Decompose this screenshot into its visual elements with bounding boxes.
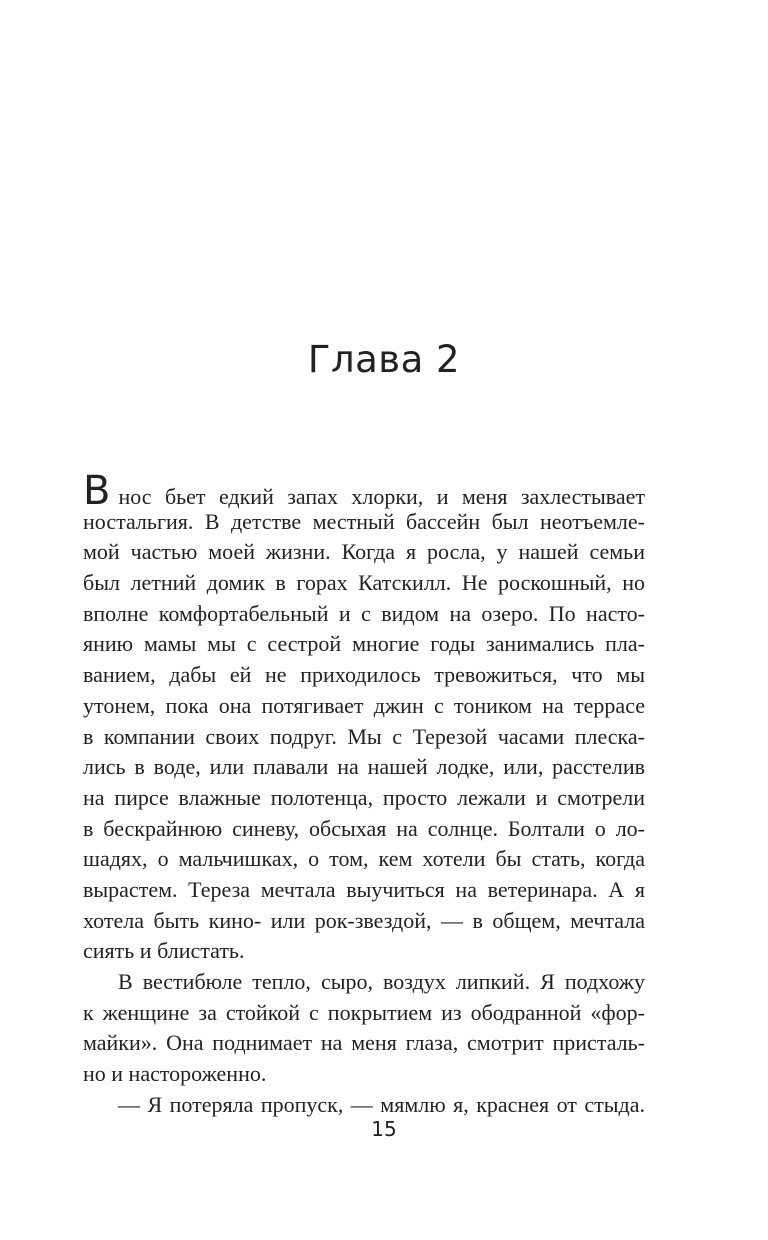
- text-line: янию мамы мы с сестрой многие годы занимались пла-: [83, 631, 645, 657]
- text-line: к женщине за стойкой с покрытием из ободранной «фор-: [83, 999, 645, 1025]
- text-line: в бескрайнюю синеву, обсыхая на солнце. Болтали о ло-: [83, 815, 645, 841]
- text-line-rest: нос бьет едкий запах хлорки, и меня захлестывает: [118, 484, 645, 509]
- text-line: на пирсе влажные полотенца, просто лежали и смотрели: [83, 784, 645, 810]
- drop-cap: В: [83, 468, 111, 514]
- text-line: вполне комфортабельный и с видом на озеро. По насто-: [83, 600, 645, 626]
- text-line: но и настороженно.: [83, 1061, 267, 1087]
- text-line: хотела быть кино- или рок-звездой, — в общем, мечтала: [83, 907, 645, 933]
- text-line: [83, 468, 645, 514]
- text-line: был летний домик в горах Катскилл. Не роскошный, но: [83, 570, 645, 596]
- text-line: ностальгия. В детстве местный бассейн был неотъемле-: [83, 508, 645, 534]
- text-line: ванием, дабы ей не приходилось тревожиться, что мы: [83, 662, 645, 688]
- text-line: майки». Она поднимает на меня глаза, смотрит присталь-: [83, 1030, 645, 1056]
- text-line: утонем, пока она потягивает джин с тоником на террасе: [83, 692, 645, 718]
- text-line: лись в воде, или плавали на нашей лодке, или, расстелив: [83, 754, 645, 780]
- text-line: мой частью моей жизни. Когда я росла, у нашей семьи: [83, 539, 645, 565]
- text-line: в компании своих подруг. Мы с Терезой часами плеска-: [83, 723, 645, 749]
- text-line: вырастем. Тереза мечтала выучиться на ветеринара. А я: [83, 876, 645, 902]
- chapter-title: Глава 2: [307, 338, 461, 381]
- text-line: В вестибюле тепло, сыро, воздух липкий. Я подхожу: [118, 969, 645, 994]
- text-line: — Я потеряла пропуск, — мямлю я, краснея от стыда.: [118, 1091, 645, 1117]
- text-line: сиять и блистать.: [83, 938, 245, 964]
- body-text: [83, 468, 645, 1120]
- text-line: шадях, о мальчишках, о том, кем хотели бы стать, когда: [83, 846, 645, 872]
- page-number: 15: [371, 1117, 397, 1141]
